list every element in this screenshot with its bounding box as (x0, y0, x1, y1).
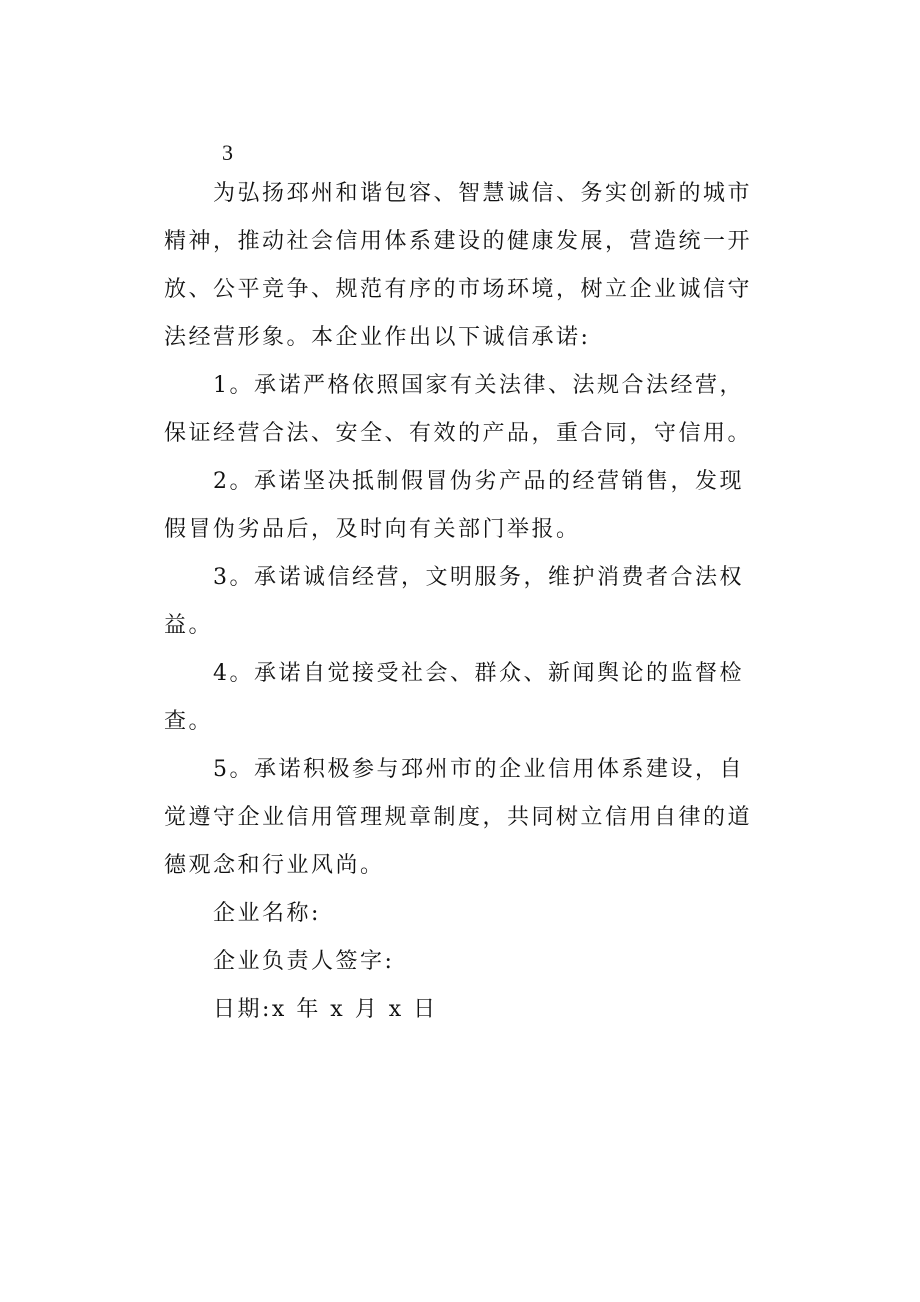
page-number: 3 (222, 140, 233, 165)
date-line: 日期:x 年 x 月 x 日 (213, 997, 438, 1022)
commitment-item-4: 4。承诺自觉接受社会、群众、新闻舆论的监督检查。 (164, 661, 744, 734)
responsible-person-signature-label: 企业负责人签字: (213, 949, 395, 974)
intro-paragraph: 为弘扬邳州和谐包容、智慧诚信、务实创新的城市精神，推动社会信用体系建设的健康发展，营造统一开放、公平竞争、规范有序的市场环境，树立企业诚信守法经营形象。本企业作出以下诚信承诺: (164, 181, 753, 350)
commitment-item-1: 1。承诺严格依照国家有关法律、法规合法经营，保证经营合法、安全、有效的产品，重合同，守信用。 (164, 373, 753, 446)
commitment-item-5: 5。承诺积极参与邳州市的企业信用体系建设，自觉遵守企业信用管理规章制度，共同树立信用自律的道德观念和行业风尚。 (164, 757, 753, 878)
commitment-item-3: 3。承诺诚信经营，文明服务，维护消费者合法权益。 (164, 565, 744, 638)
document-body (164, 170, 764, 1034)
company-name-label: 企业名称: (213, 901, 321, 926)
commitment-item-2: 2。承诺坚决抵制假冒伪劣产品的经营销售，发现假冒伪劣品后，及时向有关部门举报。 (164, 469, 744, 542)
